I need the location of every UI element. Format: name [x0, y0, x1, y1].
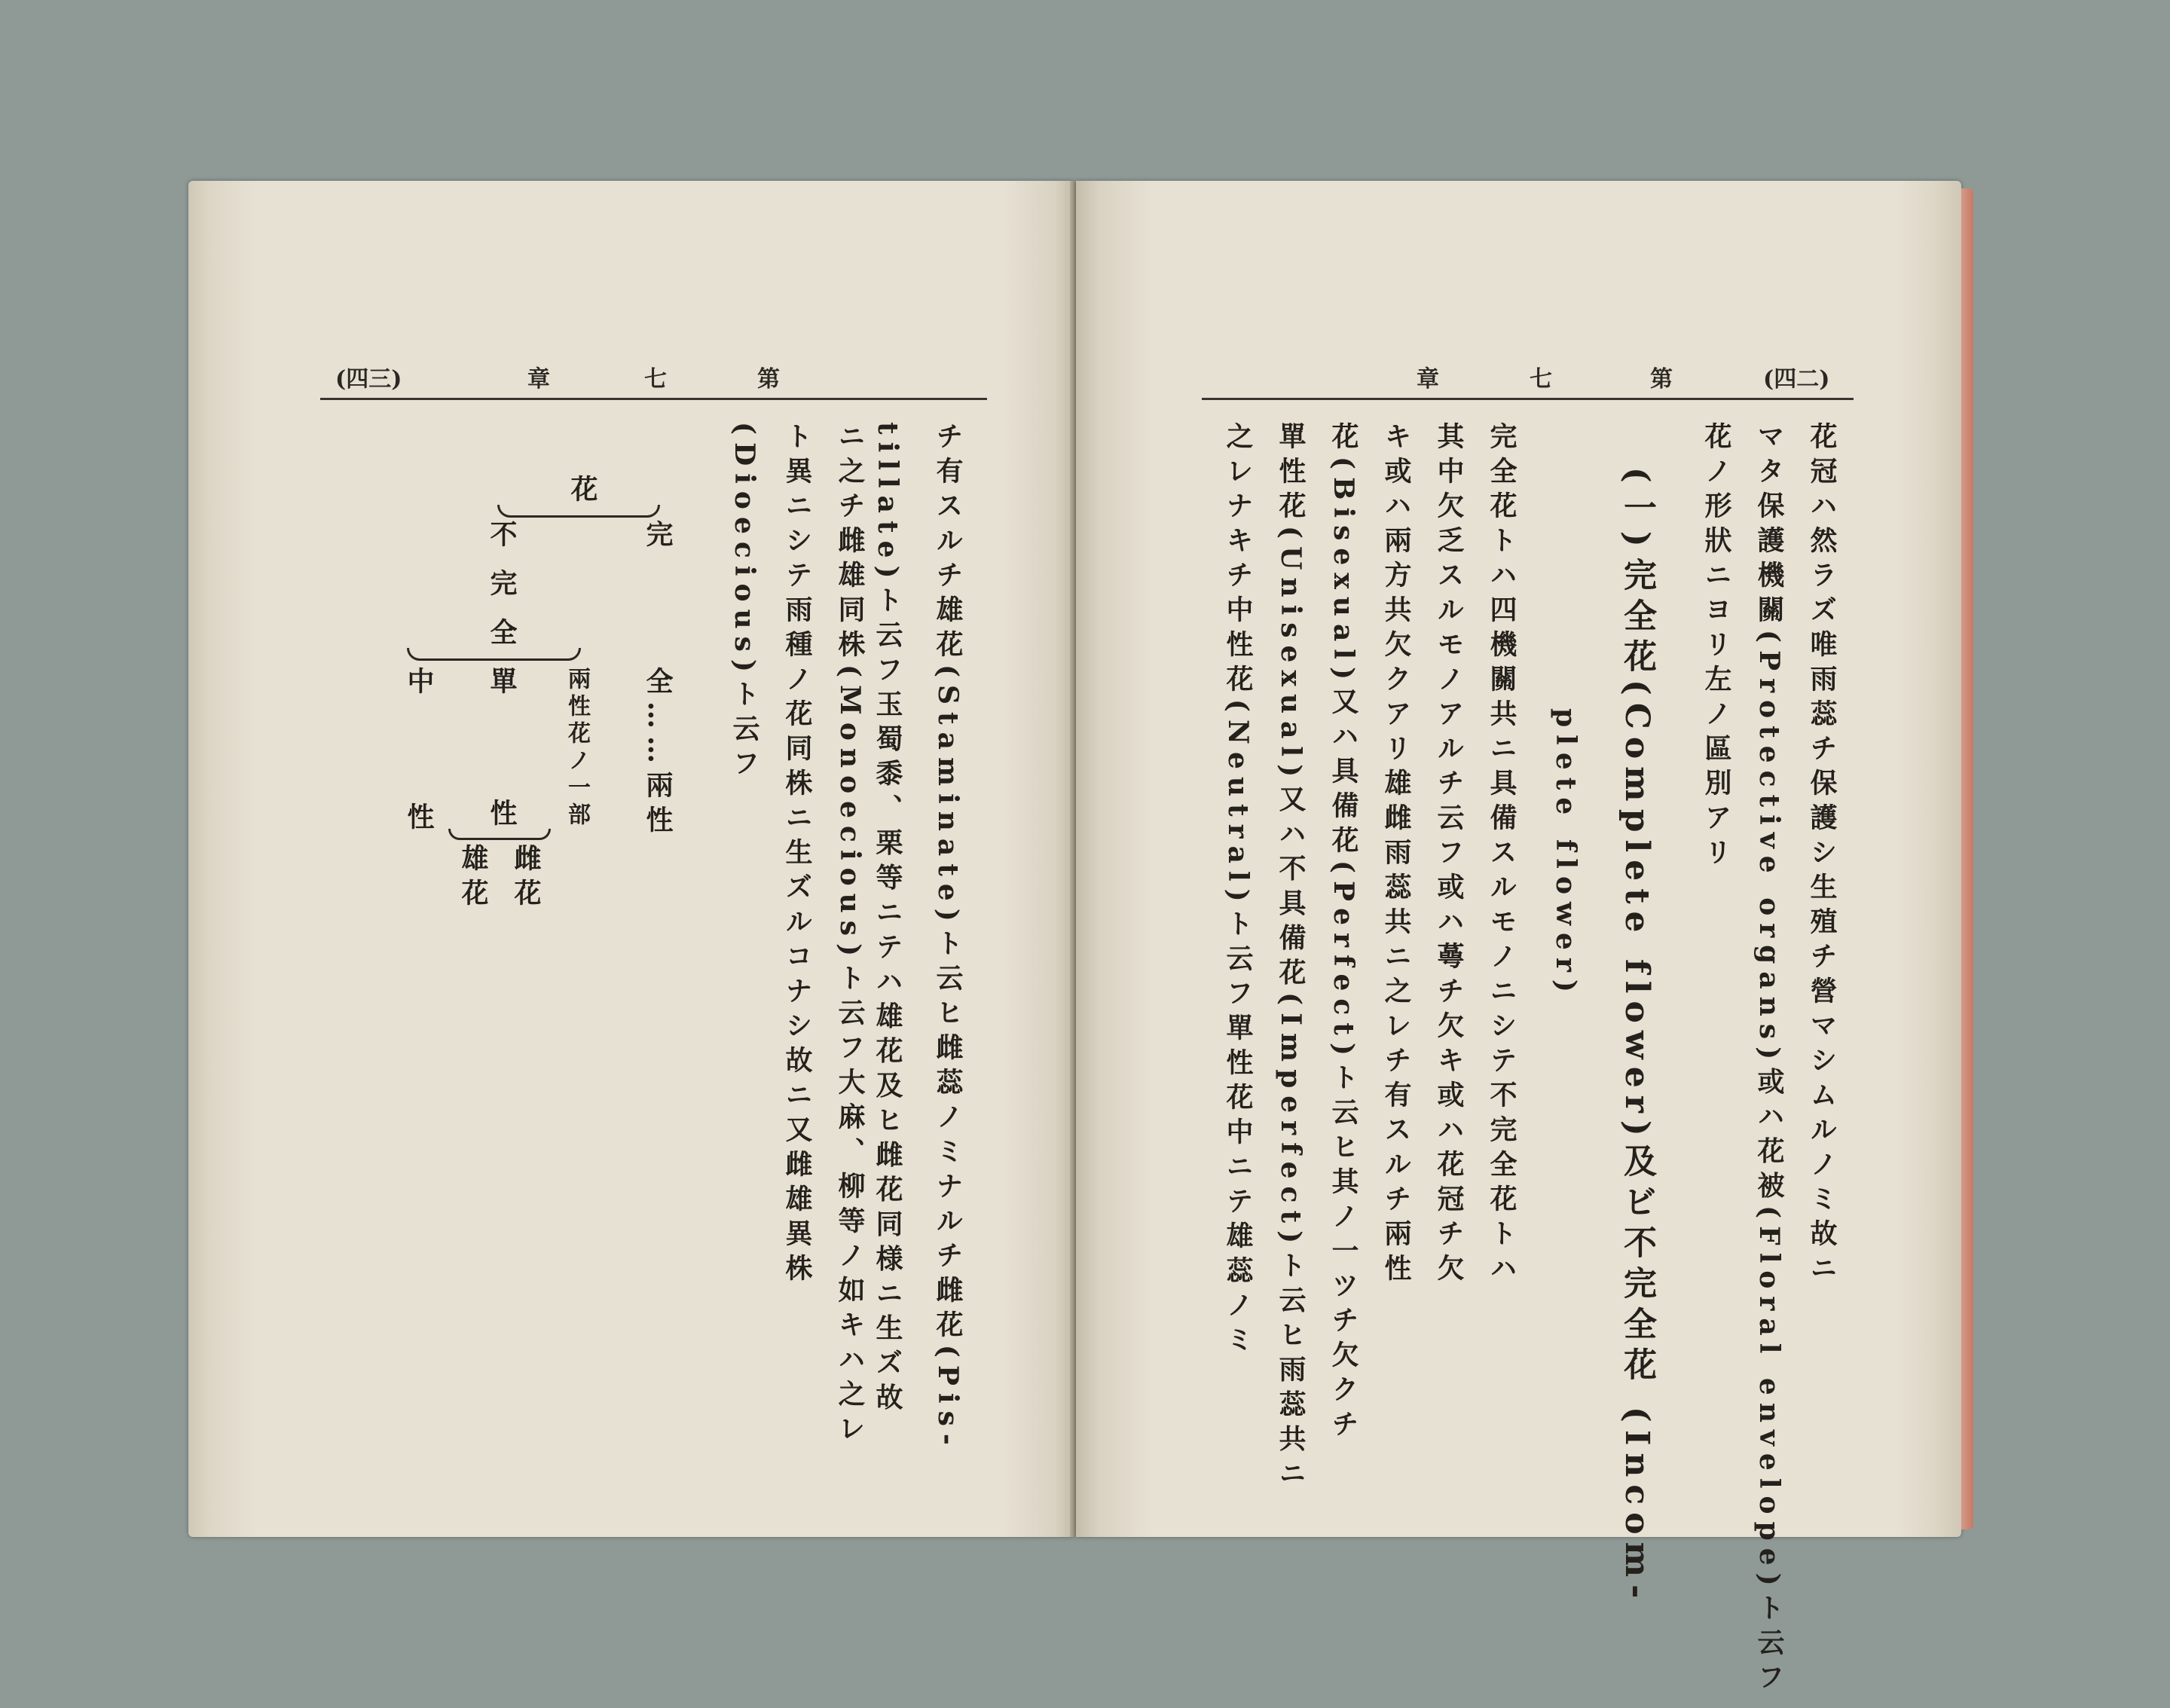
diagram-brace-mid	[407, 648, 581, 661]
section-title: 完全花(Complete flower)及ビ不完全花 (Incom-	[1618, 558, 1656, 1606]
left-text-column: (Dioecious)ト云フ	[729, 422, 760, 784]
diagram-incomplete: 不	[486, 520, 518, 555]
diagram-unisexual: 性	[486, 799, 518, 833]
left-text-column: tillate)ト云フ玉蜀黍、栗等ニテハ雄花及ヒ雌花同様ニ生ズ故	[872, 422, 903, 1418]
section-number: (一)	[1618, 467, 1656, 555]
diagram-female: 雌花	[510, 844, 542, 913]
diagram-complete-row: 全……兩性	[642, 667, 674, 840]
left-text-column: チ有スルチ雄花(Staminate)ト云ヒ雌蕊ノミナルチ雌花(Pis-	[932, 422, 964, 1453]
right-header-rule	[1202, 398, 1854, 400]
page-edge	[1961, 188, 1973, 1529]
right-chapter-char: 第	[1650, 366, 1673, 393]
diagram-incomplete: 全	[486, 618, 518, 652]
diagram-male: 雄花	[457, 844, 489, 913]
left-header-rule	[320, 398, 987, 400]
left-chapter-char: 章	[527, 366, 550, 393]
left-chapter-char: 七	[644, 366, 667, 393]
left-page-number: (四三)	[335, 366, 402, 393]
left-text-column: ニ之チ雌雄同株(Monoecious)ト云フ大麻、柳等ノ如キハ之レ	[834, 422, 866, 1450]
diagram-brace-low	[448, 829, 551, 840]
right-page-number: (四二)	[1763, 366, 1830, 393]
diagram-unisexual: 單	[486, 667, 518, 701]
diagram-bisexual-part: 兩性花ノ一部	[564, 667, 590, 830]
diagram-neutral: 性	[403, 802, 435, 837]
diagram-incomplete: 完	[486, 569, 518, 603]
diagram-root: 花	[567, 475, 598, 509]
right-text-column: キ或ハ兩方共欠クアリ雄雌雨蕊共ニ之レチ有スルチ兩性	[1380, 422, 1412, 1288]
right-text-column: 花冠ハ然ラズ唯雨蕊チ保護シ生殖チ營マシムルノミ故ニ	[1806, 422, 1838, 1288]
right-text-column: 其中欠乏スルモノアルチ云フ或ハ蕚チ欠キ或ハ花冠チ欠	[1433, 422, 1465, 1288]
right-chapter-char: 七	[1530, 366, 1552, 393]
right-text-column: マタ保護機關(Protective organs)或ハ花被(Floral envelope)ト云フ	[1753, 422, 1785, 1697]
diagram-complete: 完	[642, 520, 674, 555]
right-text-column: 之レナキチ中性花(Neutral)ト云フ單性花中ニテ雄蕊ノミ	[1222, 422, 1254, 1360]
right-text-column: 完全花トハ四機關共ニ具備スルモノニシテ不完全花トハ	[1486, 422, 1517, 1288]
left-text-column: ト異ニシテ雨種ノ花同株ニ生ズルコナシ故ニ又雌雄異株	[781, 422, 813, 1288]
right-text-column: 花ノ形狀ニヨリ左ノ區別アリ	[1701, 422, 1732, 872]
right-text-column: 花(Bisexual)又ハ具備花(Perfect)ト云ヒ其ノ一ツチ欠クチ	[1328, 422, 1359, 1444]
right-text-column: 單性花(Unisexual)又ハ不具備花(Imperfect)ト云ヒ雨蕊共ニ	[1275, 422, 1307, 1494]
left-chapter-char: 第	[757, 366, 780, 393]
diagram-brace-top	[497, 505, 660, 518]
right-chapter-char: 章	[1417, 366, 1439, 393]
diagram-neutral: 中	[403, 667, 435, 701]
section-title-continued: plete flower)	[1550, 708, 1582, 1000]
